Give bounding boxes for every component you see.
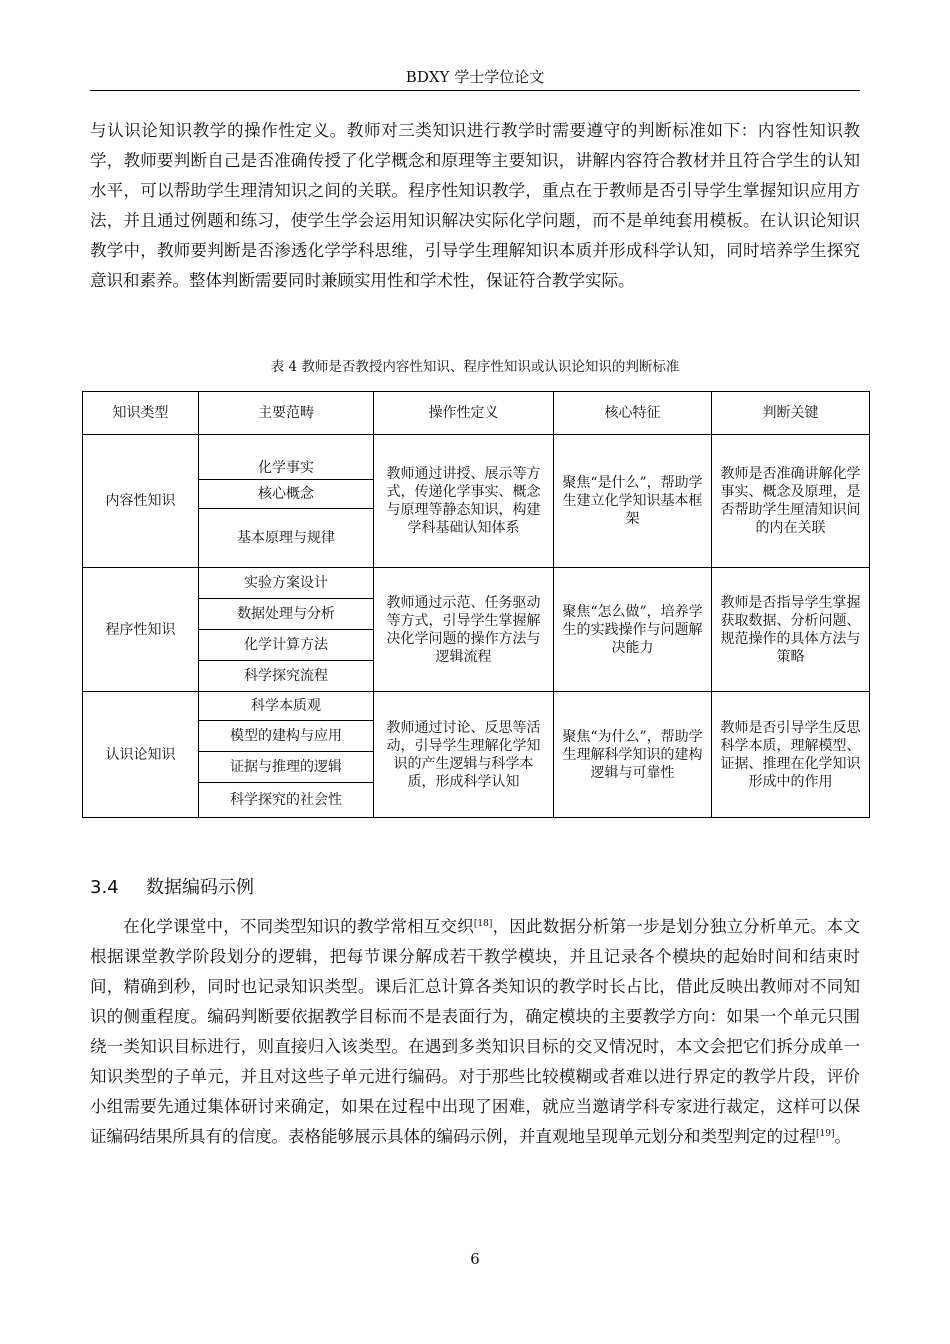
definition-cell: 教师通过讲授、展示等方式，传递化学事实、概念与原理等静态知识，构建学科基础认知体系 bbox=[374, 435, 554, 568]
page-header: BDXY 学士学位论文 bbox=[405, 68, 545, 86]
section-number: 3.4 bbox=[90, 877, 119, 898]
header-rule bbox=[90, 90, 860, 91]
knowledge-type-cell: 程序性知识 bbox=[83, 568, 199, 692]
category-cell: 模型的建构与应用 bbox=[199, 721, 374, 752]
feature-cell: 聚焦“是什么”，帮助学生建立化学知识基本框架 bbox=[554, 435, 712, 568]
citation: [19] bbox=[816, 1129, 835, 1139]
knowledge-type-cell: 认识论知识 bbox=[83, 692, 199, 818]
paragraph-text: 。 bbox=[834, 1127, 851, 1146]
header-cell: 操作性定义 bbox=[374, 392, 554, 435]
table-row bbox=[83, 568, 870, 599]
category-cell: 科学探究的社会性 bbox=[199, 783, 374, 818]
table-row bbox=[83, 435, 870, 480]
paragraph-text: ，因此数据分析第一步是划分独立分析单元。本文根据课堂教学阶段划分的逻辑，把每节课分解成若干教学模块，并且记录各个模块的起始时间和结束时间，精确到秒，同时也记录知识类型。课后汇总计算各类知识的教学时长占比，借此反映出教师对不同知识的侧重程度。编码判断要依据教学目标而不是表面行为，确定模块的主要教学方向：如果一个单元只围绕一类知识目标进行，则直接归入该类型。在遇到多类知识目标的交叉情况时，本文会把它们拆分成单一知识类型的子单元，并且对这些子单元进行编码。对于那些比较模糊或者难以进行界定的教学片段，评价小组需要先通过集体研讨来确定，如果在过程中出现了困难，就应当邀请学科专家进行裁定，这样可以保证编码结果所具有的信度。表格能够展示具体的编码示例，并直观地呈现单元划分和类型判定的过程 bbox=[90, 917, 861, 1146]
category-cell: 化学计算方法 bbox=[199, 630, 374, 661]
intro-paragraph: 与认识论知识教学的操作性定义。教师对三类知识进行教学时需要遵守的判断标准如下：内容性知识教学，教师要判断自己是否准确传授了化学概念和原理等主要知识，讲解内容符合教材并且符合学生的认知水平，可以帮助学生理清知识之间的关联。程序性知识教学，重点在于教师是否引导学生掌握知识应用方法，并且通过例题和练习，使学生学会运用知识解决实际化学问题，而不是单纯套用模板。在认识论知识教学中，教师要判断是否渗透化学学科思维，引导学生理解知识本质并形成科学认知，同时培养学生探究意识和素养。整体判断需要同时兼顾实用性和学术性，保证符合教学实际。 bbox=[90, 121, 860, 290]
header-cell: 判断关键 bbox=[712, 392, 870, 435]
definition-cell: 教师通过示范、任务驱动等方式，引导学生掌握解决化学问题的操作方法与逻辑流程 bbox=[374, 568, 554, 692]
category-cell: 化学事实 bbox=[199, 435, 374, 480]
paragraph-text: 在化学课堂中，不同类型知识的教学常相互交织 bbox=[123, 917, 474, 936]
header-cell: 知识类型 bbox=[83, 392, 199, 435]
header-cell: 核心特征 bbox=[554, 392, 712, 435]
page-number: 6 bbox=[470, 1250, 480, 1268]
section-title: 数据编码示例 bbox=[146, 877, 254, 898]
category-cell: 证据与推理的逻辑 bbox=[199, 752, 374, 783]
citation: [18] bbox=[473, 919, 493, 929]
category-cell: 核心概念 bbox=[199, 480, 374, 509]
header-cell: 主要范畴 bbox=[199, 392, 374, 435]
key-cell: 教师是否准确讲解化学事实、概念及原理，是否帮助学生厘清知识间的内在关联 bbox=[712, 435, 870, 568]
table-header-row bbox=[83, 392, 870, 435]
key-cell: 教师是否引导学生反思科学本质，理解模型、证据、推理在化学知识形成中的作用 bbox=[712, 692, 870, 818]
definition-cell: 教师通过讨论、反思等活动，引导学生理解化学知识的产生逻辑与科学本质，形成科学认知 bbox=[374, 692, 554, 818]
category-cell: 实验方案设计 bbox=[199, 568, 374, 599]
category-cell: 科学探究流程 bbox=[199, 661, 374, 692]
table-caption: 表 4 教师是否教授内容性知识、程序性知识或认识论知识的判断标准 bbox=[270, 359, 680, 375]
table-row bbox=[83, 692, 870, 721]
knowledge-criteria-table bbox=[82, 391, 870, 818]
feature-cell: 聚焦“怎么做”，培养学生的实践操作与问题解决能力 bbox=[554, 568, 712, 692]
body-paragraph bbox=[90, 912, 860, 1152]
key-cell: 教师是否指导学生掌握获取数据、分析问题、规范操作的具体方法与策略 bbox=[712, 568, 870, 692]
knowledge-type-cell: 内容性知识 bbox=[83, 435, 199, 568]
category-cell: 基本原理与规律 bbox=[199, 509, 374, 568]
feature-cell: 聚焦“为什么”，帮助学生理解科学知识的建构逻辑与可靠性 bbox=[554, 692, 712, 818]
category-cell: 科学本质观 bbox=[199, 692, 374, 721]
category-cell: 数据处理与分析 bbox=[199, 599, 374, 630]
section-heading bbox=[90, 876, 254, 900]
